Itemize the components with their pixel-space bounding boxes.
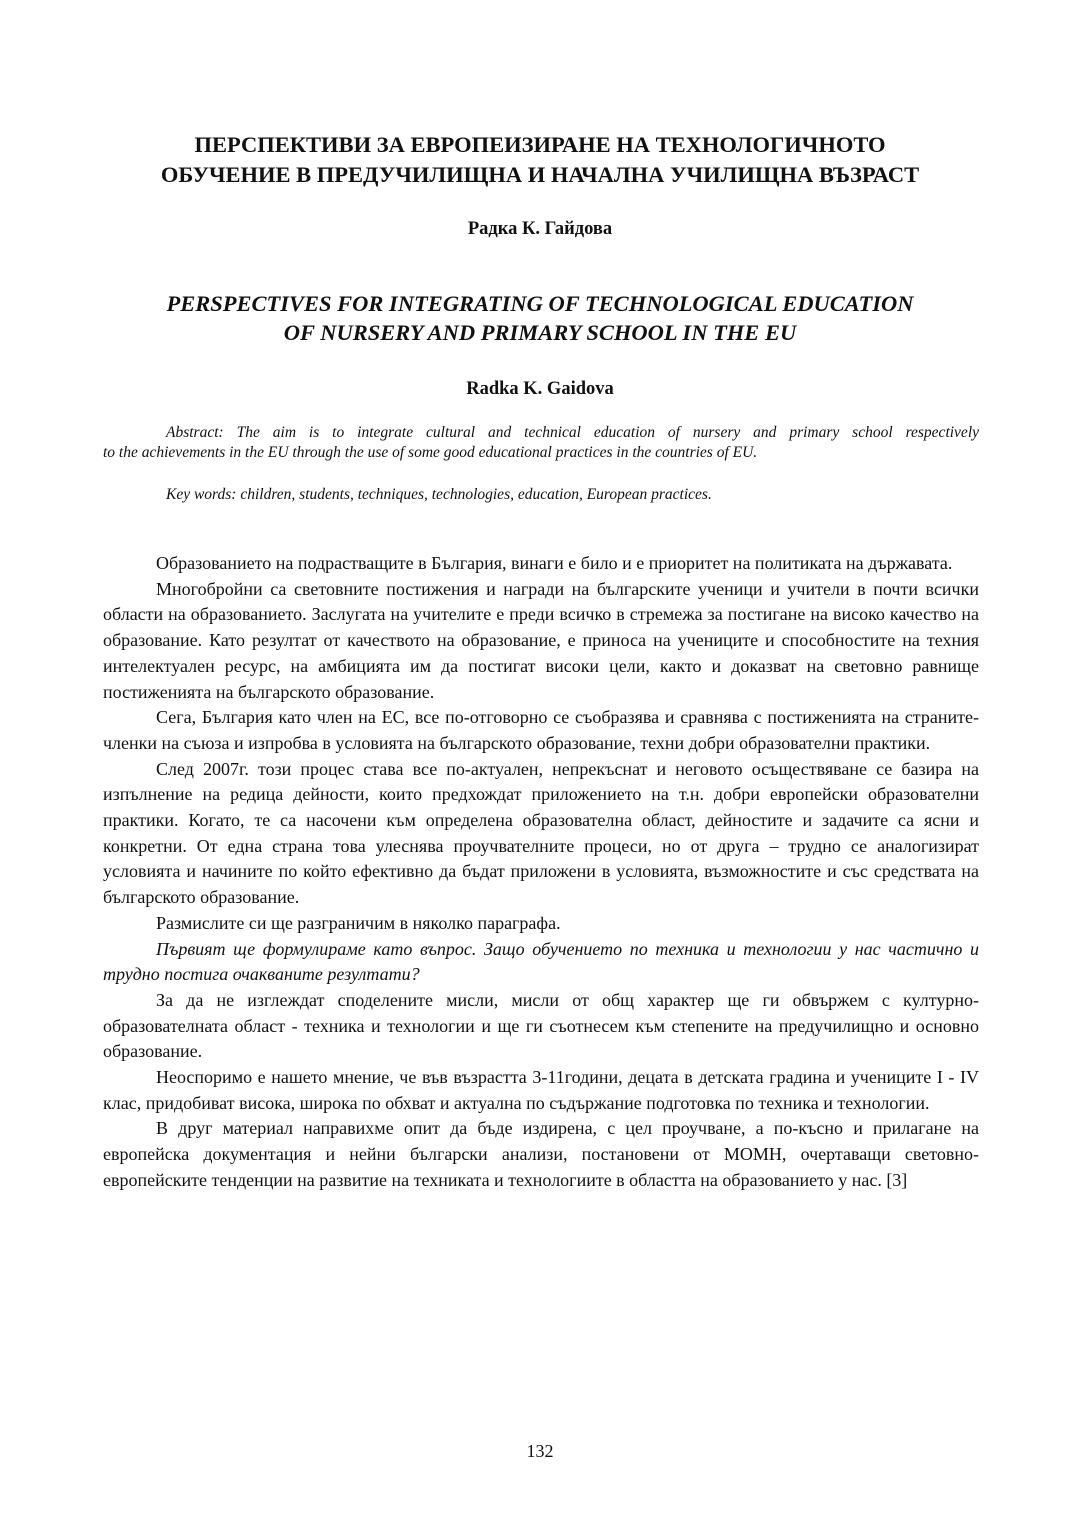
paragraph-5: Размислите си ще разграничим в няколко параграфа.: [156, 912, 561, 933]
keywords: Key words: children, students, techniques, technologies, education, European practices.: [166, 486, 712, 503]
title-bulgarian-line-2: ОБУЧЕНИЕ В ПРЕДУЧИЛИЩНА И НАЧАЛНА УЧИЛИЩНА ВЪЗРАСТ: [160, 162, 920, 187]
paragraph-9: В друг материал направихме опит да бъде издирена, с цел проучване, а по-късно и прилагане на европейска документация и нейни български анализи, постановени от МОМН, очертаващи световно-европейските тенденции на развитие на техниката и технологиите в областта на образованието у нас. [3]: [103, 1118, 979, 1190]
abstract-line-1: Abstract: The aim is to integrate cultural and technical education of nursery and primary school respectively: [166, 424, 979, 441]
author-english: Radka K. Gaidova: [466, 379, 614, 399]
title-english-line-1: PERSPECTIVES FOR INTEGRATING OF TECHNOLOGICAL EDUCATION: [166, 291, 914, 316]
title-english-line-2: OF NURSERY AND PRIMARY SCHOOL IN THE EU: [283, 320, 797, 345]
body-text: [103, 551, 979, 1194]
paragraph-2: Многобройни са световните постижения и награди на българските ученици и учители в почти всички области на образованието. Заслугата на учителите е преди всичко в стремежа за постигане на високо качество на образование. Като резултат от качеството на образование, е приноса на учениците и способностите на техния интелектуален ресурс, на амбицията им да постигат високи цели, както и доказват на световно равнище постиженията на българското образование.: [103, 578, 979, 702]
abstract-line-2: to the achievements in the EU through the use of some good educational practices in the countries of EU.: [103, 444, 758, 461]
paragraph-3: Сега, България като член на ЕС, все по-отговорно се съобразява и сравнява с постиженията на страните-членки на съюза и изпробва в условията на българското образование, техни добри образователни практики.: [103, 707, 979, 753]
title-bulgarian-line-1: ПЕРСПЕКТИВИ ЗА ЕВРОПЕИЗИРАНЕ НА ТЕХНОЛОГИЧНОТО: [194, 132, 886, 157]
author-bulgarian: Радка К. Гайдова: [467, 219, 613, 239]
paragraph-4: След 2007г. този процес става все по-актуален, непрекъснат и неговото осъществяване се базира на изпълнение на редица дейности, които предхождат приложението на т.н. добри европейски образователни практики. Когато, те са насочени към определена образователна област, дейностите и задачите са ясни и конкретни. От една страна това улеснява проучвателните процеси, но от друга – трудно се аналогизират условията и начините по който ефективно да бъдат приложени в условията, възможностите и със средствата на българското образование.: [103, 758, 979, 908]
paragraph-6-question: Първият ще формулираме като въпрос. Защо обучението по техника и технологии у нас частично и трудно постига очакваните резултати?: [103, 938, 979, 985]
paragraph-8: Неоспоримо е нашето мнение, че във възрастта 3-11години, децата в детската градина и учениците I - IV клас, придобиват висока, широка по обхват и актуална по съдържание подготовка по техника и технологии.: [103, 1067, 979, 1113]
paragraph-1: Образованието на подрастващите в България, винаги е било и е приоритет на политиката на държавата.: [156, 553, 953, 573]
page-number: 132: [526, 1441, 554, 1461]
paragraph-7: За да не изглеждат споделените мисли, мисли от общ характер ще ги обвържем с културно-образователната област - техника и технологии и ще ги съотнесем към степените на предучилищно и основно образование.: [103, 989, 979, 1062]
